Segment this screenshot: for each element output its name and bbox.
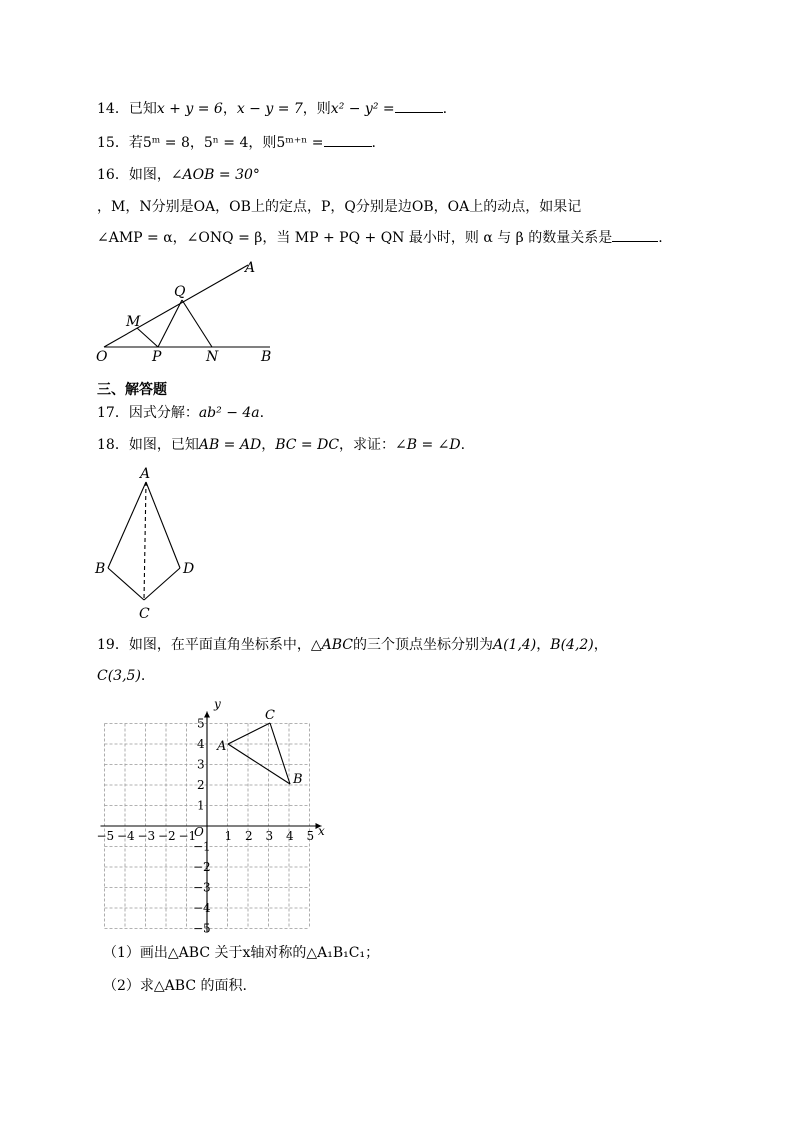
label-Q: Q: [174, 284, 186, 300]
label-M: M: [126, 314, 141, 330]
label-O: O: [96, 349, 108, 365]
question-18: 18．如图，已知AB = AD，BC = DC，求证：∠B = ∠D.: [97, 437, 466, 453]
section-heading: 三、解答题: [97, 382, 167, 398]
label-B: B: [293, 772, 303, 787]
origin-label: O: [194, 825, 204, 839]
label-D: D: [183, 561, 195, 577]
question-19-line1: 19．如图，在平面直角坐标系中，△ABC的三个顶点坐标分别为A(1,4)，B(4,2)，: [97, 637, 608, 653]
x-tick-label: −3: [137, 829, 156, 843]
label-A: A: [217, 739, 227, 754]
label-N: N: [206, 349, 219, 365]
figure-16: [90, 255, 290, 367]
segment-DA: [146, 482, 180, 568]
y-tick-label: −4: [193, 901, 211, 915]
axis-label-x: x: [318, 824, 325, 838]
question-17: 17．因式分解：ab² − 4a.: [97, 405, 265, 421]
y-tick-label: 1: [197, 798, 205, 813]
y-tick-label: −5: [193, 921, 211, 936]
question-19-line2: C(3,5).: [97, 668, 146, 684]
x-tick-label: −4: [117, 829, 135, 843]
label-C: C: [139, 606, 150, 622]
question-19-part1: （1）画出△ABC 关于x轴对称的△A₁B₁C₁；: [103, 945, 380, 961]
triangle-side-CA: [228, 723, 270, 744]
segment-PQ: [158, 300, 182, 347]
label-B: B: [95, 561, 106, 577]
answer-blank[interactable]: [612, 229, 658, 242]
x-tick-label: 3: [265, 829, 274, 843]
y-tick-label: −2: [193, 860, 211, 874]
y-tick-label: 5: [197, 716, 205, 731]
label-A: A: [140, 466, 151, 482]
x-tick-label: 2: [245, 829, 253, 843]
x-tick-label: −2: [158, 829, 176, 843]
x-tick-label: 1: [224, 829, 233, 843]
segment-MP: [137, 328, 158, 347]
label-A: A: [245, 260, 256, 276]
y-tick-label: −1: [193, 839, 211, 854]
x-tick-label: −1: [178, 829, 197, 843]
figure-19-coordinate-grid: [90, 695, 330, 936]
segment-AB: [108, 482, 146, 568]
axis-label-y: y: [214, 697, 221, 711]
segment-AC-dashed: [144, 482, 146, 600]
question-15: 15．若5ᵐ = 8，5ⁿ = 4，则5ᵐ⁺ⁿ = .: [97, 135, 376, 151]
label-B: B: [261, 349, 272, 365]
segment-BC: [108, 568, 144, 600]
question-14: 14．已知x + y = 6，x − y = 7，则x² − y² = .: [97, 101, 448, 117]
y-tick-label: 4: [197, 737, 205, 751]
ray-OA: [104, 265, 248, 347]
y-tick-label: −3: [193, 880, 211, 895]
y-tick-label: 2: [197, 778, 205, 792]
figure-18: [90, 462, 210, 624]
triangle-side-AB: [228, 744, 290, 784]
question-16-line2: ，M，N分别是OA，OB上的定点，P，Q分别是边OB，OA上的动点，如果记: [97, 199, 582, 215]
answer-blank[interactable]: [395, 100, 443, 113]
y-tick-label: 3: [197, 757, 205, 772]
answer-blank[interactable]: [324, 134, 372, 147]
x-tick-label: −5: [96, 829, 115, 843]
x-tick-label: 4: [286, 829, 294, 843]
triangle-side-BC: [270, 723, 290, 784]
question-16-line1: 16．如图，∠AOB = 30°: [97, 167, 260, 183]
label-C: C: [265, 708, 275, 723]
y-axis-arrow: [204, 712, 210, 718]
segment-QN: [182, 300, 212, 347]
x-tick-label: 5: [306, 829, 315, 843]
question-19-part2: （2）求△ABC 的面积.: [103, 978, 247, 994]
label-P: P: [152, 349, 162, 365]
question-16-line3: ∠AMP = α，∠ONQ = β，当 MP + PQ + QN 最小时，则 α 与 β 的数量关系是 .: [97, 230, 663, 246]
segment-CD: [144, 568, 180, 600]
